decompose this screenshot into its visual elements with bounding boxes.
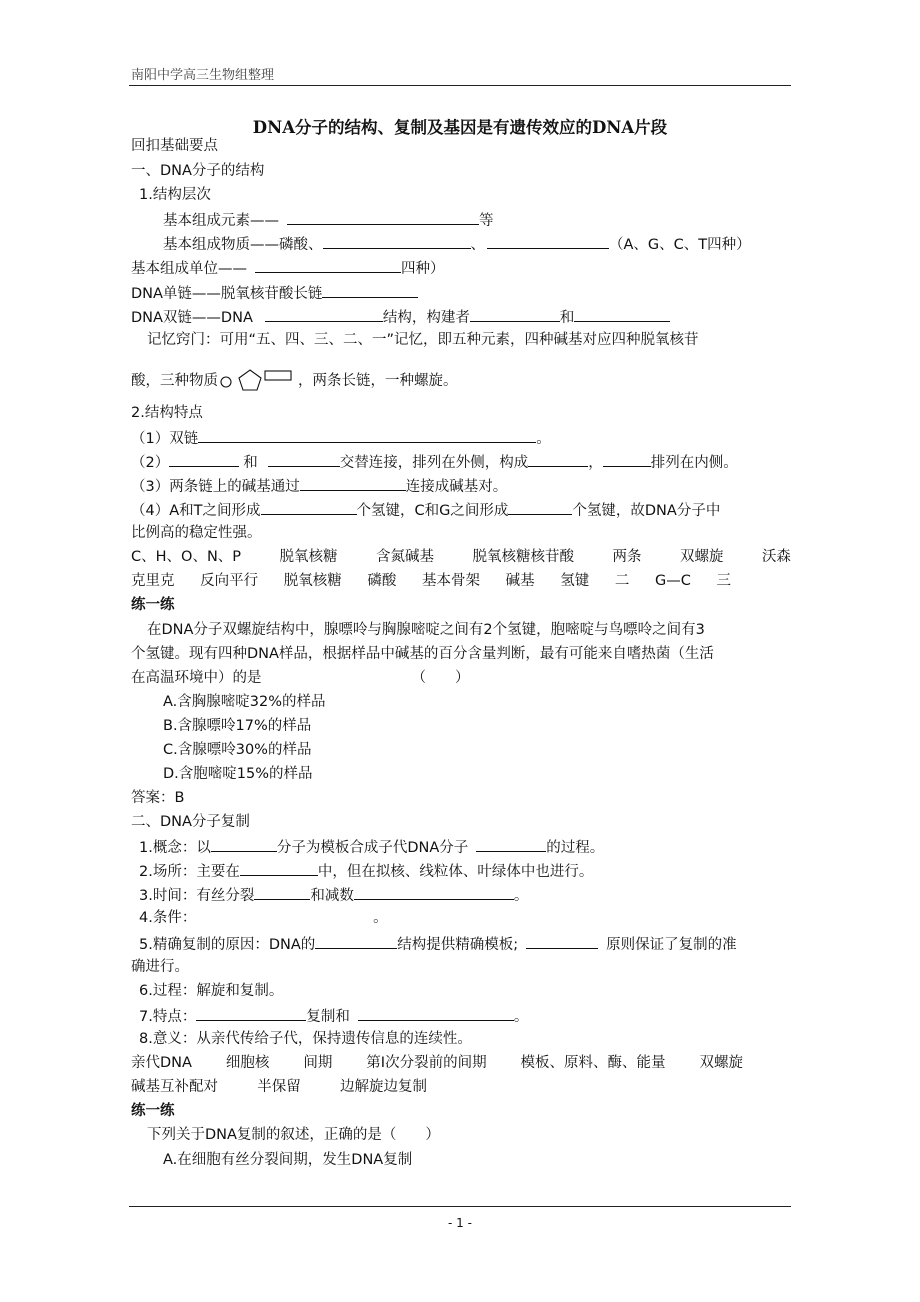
blank-builder1[interactable] (470, 306, 560, 322)
blank-f4a[interactable] (261, 499, 357, 515)
substances-line: 基本组成物质——磷酸、 、 （A、G、C、T四种） (163, 233, 751, 255)
blank-c3b[interactable] (354, 884, 514, 900)
structure-features: 2.结构特点 (131, 405, 203, 421)
concept-line: 1.概念：以 分子为模板合成子代DNA分子 的过程。 (139, 836, 604, 858)
process-line: 6.过程：解旋和复制。 (139, 983, 284, 999)
option-c[interactable]: C.含腺嘌呤30%的样品 (163, 742, 312, 758)
page-header: 南阳中学高三生物组整理 (131, 68, 275, 83)
feature-4-cont: 比例高的稳定性强。 (131, 525, 262, 541)
elements-line: 基本组成元素—— 等 (163, 209, 494, 231)
double-chain-line: DNA双链——DNA 结构，构建者 和 (131, 306, 670, 328)
feature-3: （3）两条链上的碱基通过 连接成碱基对。 (131, 475, 507, 497)
option-d[interactable]: D.含胞嘧啶15%的样品 (163, 766, 313, 782)
option-b[interactable]: B.含腺嘌呤17%的样品 (163, 718, 312, 734)
blank-f2d[interactable] (603, 451, 651, 467)
blank-sugar[interactable] (323, 233, 471, 249)
practice2-option-a[interactable]: A.在细胞有丝分裂间期，发生DNA复制 (163, 1152, 413, 1168)
blank-f2a[interactable] (169, 451, 239, 467)
practice2-heading: 练一练 (131, 1103, 175, 1119)
section2-heading: 二、DNA分子复制 (131, 814, 250, 830)
answer-key-4: 碱基互补配对 半保留 边解旋边复制 (131, 1079, 427, 1095)
memory-line-2: 酸，三种物质 ，两条长链，一种螺旋。 (131, 368, 458, 394)
unit-line: 基本组成单位—— 四种） (131, 257, 445, 279)
blank-f4b[interactable] (508, 499, 572, 515)
answer-key-2: 克里克 反向平行 脱氧核糖 磷酸 基本骨架 碱基 氢键 二 G—C 三 (131, 573, 731, 589)
practice1-question-1: 在DNA分子双螺旋结构中，腺嘌呤与胸腺嘧啶之间有2个氢键，胞嘧啶与鸟嘌呤之间有3 (147, 622, 705, 638)
feature-4: （4）A和T之间形成 个氢键，C和G之间形成 个氢键，故DNA分子中 (131, 499, 720, 521)
practice1-question-3: 在高温环境中）的是 （ ） (131, 670, 470, 686)
structure-levels: 1.结构层次 (139, 187, 211, 203)
time-line: 3.时间：有丝分裂 和减数 。 (139, 884, 528, 906)
answer-key-3: 亲代DNA 细胞核 间期 第Ⅰ次分裂前的间期 模板、原料、酶、能量 双螺旋 (131, 1055, 743, 1071)
practice2-question: 下列关于DNA复制的叙述，正确的是（ ） (147, 1127, 440, 1143)
blank-c7a[interactable] (196, 1005, 306, 1021)
memory-line-1: 记忆窍门：可用“五、四、三、二、一”记忆，即五种元素，四种碱基对应四种脱氧核苷 (147, 332, 699, 348)
blank-f1[interactable] (198, 427, 536, 443)
blank-c3a[interactable] (254, 884, 310, 900)
conditions-line: 4.条件： 。 (139, 910, 388, 926)
answer-key-1: C、H、O、N、P 脱氧核糖 含氮碱基 脱氧核糖核苷酸 两条 双螺旋 沃森 (131, 549, 791, 565)
blank-c7b[interactable] (358, 1005, 514, 1021)
practice1-answer: 答案：B (131, 790, 185, 806)
significance-line: 8.意义：从亲代传给子代，保持遗传信息的连续性。 (139, 1031, 472, 1047)
blank-f3[interactable] (300, 475, 406, 491)
blank-builder2[interactable] (574, 306, 670, 322)
precision-line: 5.精确复制的原因：DNA的 结构提供精确模板; 原则保证了复制的准 (139, 933, 737, 955)
header-rule (129, 85, 791, 86)
blank-c1a[interactable] (211, 836, 277, 852)
footer-rule (129, 1206, 791, 1207)
precision-line-cont: 确进行。 (131, 959, 189, 975)
phosphate-sugar-base-icon (218, 368, 298, 394)
blank-single[interactable] (322, 282, 418, 298)
blank-f2c[interactable] (528, 451, 588, 467)
features-line: 7.特点： 复制和 。 (139, 1005, 528, 1027)
practice1-question-2: 个氢键。现有四种DNA样品，根据样品中碱基的百分含量判断，最有可能来自嗜热菌（生活 (131, 646, 714, 662)
blank-c2[interactable] (240, 860, 318, 876)
practice1-heading: 练一练 (131, 597, 175, 613)
blank-unit[interactable] (255, 257, 401, 273)
single-chain-line: DNA单链——脱氧核苷酸长链 (131, 282, 418, 304)
feature-2: （2） 和 交替连接，排列在外侧，构成 ， 排列在内侧。 (131, 451, 738, 473)
blank-c5a[interactable] (315, 933, 397, 949)
page-number: - 1 - (448, 1216, 472, 1230)
intro-heading: 回扣基础要点 (131, 138, 218, 154)
option-a[interactable]: A.含胸腺嘧啶32%的样品 (163, 694, 326, 710)
blank-c1b[interactable] (476, 836, 546, 852)
blank-double[interactable] (265, 306, 383, 322)
document-title: DNA分子的结构、复制及基因是有遗传效应的DNA片段 (252, 118, 668, 137)
feature-1: （1）双链 。 (131, 427, 551, 449)
blank-base[interactable] (487, 233, 609, 249)
location-line: 2.场所：主要在 中，但在拟核、线粒体、叶绿体中也进行。 (139, 860, 593, 882)
section1-heading: 一、DNA分子的结构 (131, 163, 265, 179)
blank-f2b[interactable] (268, 451, 340, 467)
blank-c5b[interactable] (526, 933, 598, 949)
blank-elements[interactable] (287, 209, 479, 225)
